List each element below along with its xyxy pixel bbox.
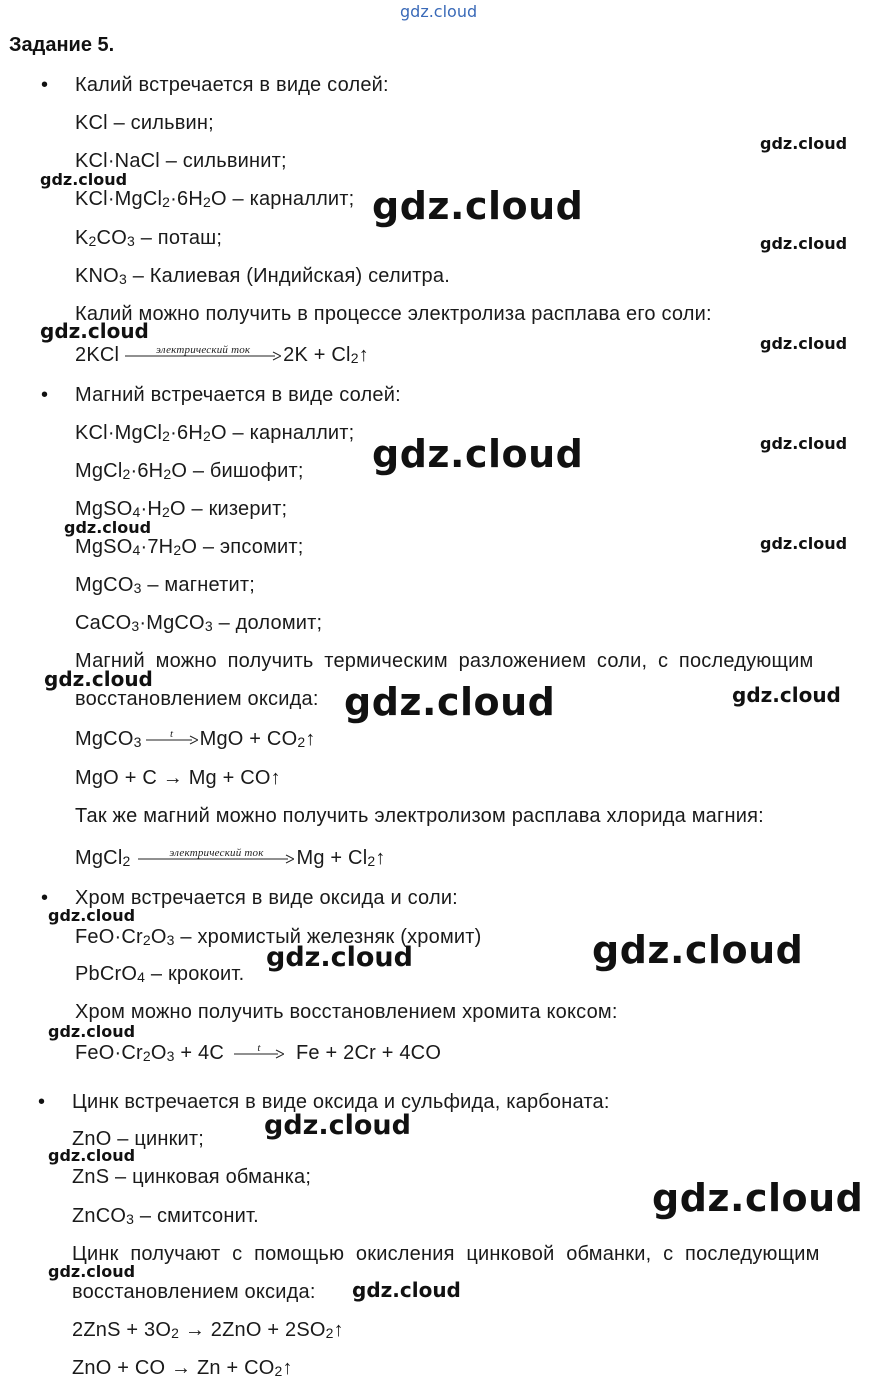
reaction-arrow: t (146, 735, 198, 745)
bullet-chromium: • (41, 887, 49, 909)
bullet-potassium: • (41, 74, 49, 96)
reaction-arrow: электрический ток (125, 351, 281, 361)
watermark: gdz.cloud (352, 1278, 461, 1302)
chromium-compound-1: $FeO\cdot Cr_2O_3$ – хромистый железняк (хромит) (75, 926, 482, 948)
watermark-large: gdz.cloud (372, 184, 584, 228)
watermark: gdz.cloud (48, 1022, 136, 1041)
magnesium-salt-6: CaCO$_3$·MgCO$_3$ – доломит; (75, 612, 323, 634)
zinc-mineral-2: ZnS – цинковая обманка; (72, 1166, 312, 1188)
watermark: gdz.cloud (44, 667, 153, 691)
magnesium-salt-1: $KCl\cdot MgCl_2\cdot 6H_2O$ – карналлит; (75, 422, 355, 444)
potassium-salt-5: $KNO_3$ – Калиевая (Индийская) селитра. (75, 265, 450, 287)
chromium-equation: $FeO\cdot Cr_2O_3 + 4C$ t Fe + 2Cr + 4CO (75, 1041, 442, 1064)
magnesium-intro: Магний встречается в виде солей: (75, 384, 401, 406)
potassium-salt-3: $KCl\cdot MgCl_2\cdot 6H_2O$ – карналлит; (75, 188, 355, 210)
zinc-method-line-2: восстановлением оксида: (72, 1281, 316, 1303)
watermark: gdz.cloud (40, 170, 128, 189)
zinc-mineral-3: ZnCO$_3$ – смитсонит. (72, 1205, 259, 1227)
reaction-arrow: электрический ток (138, 854, 294, 864)
potassium-method: Калий можно получить в процессе электролиза расплава его соли: (75, 303, 712, 325)
potassium-salt-4: $K_2CO_3$ – поташ; (75, 227, 223, 249)
zinc-method-line-1: Цинк получают с помощью окисления цинковой обманки, с последующим (72, 1243, 820, 1265)
watermark: gdz.cloud (760, 334, 848, 353)
watermark: gdz.cloud (732, 683, 841, 707)
chromium-intro: Хром встречается в виде оксида и соли: (75, 887, 458, 909)
chromium-method: Хром можно получить восстановлением хромита коксом: (75, 1001, 618, 1023)
chromium-compound-2: PbCrO$_4$ – крокоит. (75, 963, 245, 985)
watermark: gdz.cloud (266, 942, 413, 973)
watermark: gdz.cloud (48, 1262, 136, 1281)
magnesium-equation-2: MgO + C → Mg + CO↑ (75, 767, 281, 789)
magnesium-equation-1: MgCO$_3$ t MgO + $CO_2↑$ (75, 727, 316, 750)
watermark-large: gdz.cloud (592, 928, 804, 972)
watermark: gdz.cloud (760, 134, 848, 153)
magnesium-salt-5: MgCO$_3$ – магнетит; (75, 574, 255, 596)
watermark: gdz.cloud (760, 234, 848, 253)
magnesium-equation-3: MgCl$_2$ электрический ток $Mg + Cl_2↑$ (75, 846, 386, 869)
zinc-mineral-1: ZnO – цинкит; (72, 1128, 205, 1150)
zinc-intro: Цинк встречается в виде оксида и сульфида, карбоната: (72, 1091, 610, 1113)
magnesium-salt-4: $MgSO_4\cdot 7H_2O$ – эпсомит; (75, 536, 304, 558)
watermark: gdz.cloud (760, 534, 848, 553)
watermark: gdz.cloud (48, 906, 136, 925)
watermark-top: gdz.cloud (400, 2, 478, 21)
watermark: gdz.cloud (264, 1110, 411, 1141)
watermark-large: gdz.cloud (344, 680, 556, 724)
magnesium-method-2: Так же магний можно получить электролизом расплава хлорида магния: (75, 805, 764, 827)
task-heading: Задание 5. (9, 34, 115, 56)
magnesium-method-line-2: восстановлением оксида: (75, 688, 319, 710)
bullet-magnesium: • (41, 384, 49, 406)
zinc-equation-1: $2ZnS + 3O_2 \to 2ZnO$ + $2SO_2↑$ (72, 1319, 344, 1341)
watermark: gdz.cloud (760, 434, 848, 453)
magnesium-salt-2: $MgCl_2\cdot 6H_2O$ – бишофит; (75, 460, 304, 482)
watermark: gdz.cloud (40, 319, 149, 343)
potassium-salt-2: KCl·NaCl – сильвинит; (75, 150, 287, 172)
watermark-large: gdz.cloud (652, 1176, 864, 1220)
reaction-arrow: t (234, 1049, 284, 1059)
watermark: gdz.cloud (48, 1146, 136, 1165)
potassium-equation: 2KCl электрический ток $2K + Cl_2↑$ (75, 343, 369, 366)
magnesium-method-line-1: Магний можно получить термическим разложением соли, с последующим (75, 650, 814, 672)
potassium-salt-1: KCl – сильвин; (75, 112, 214, 134)
magnesium-salt-3: $MgSO_4\cdot H_2O$ – кизерит; (75, 498, 288, 520)
bullet-zinc: • (38, 1091, 46, 1113)
zinc-equation-2: ZnO + CO → $Zn + CO_2↑$ (72, 1357, 293, 1379)
watermark-large: gdz.cloud (372, 432, 584, 476)
potassium-intro: Калий встречается в виде солей: (75, 74, 389, 96)
watermark: gdz.cloud (64, 518, 152, 537)
